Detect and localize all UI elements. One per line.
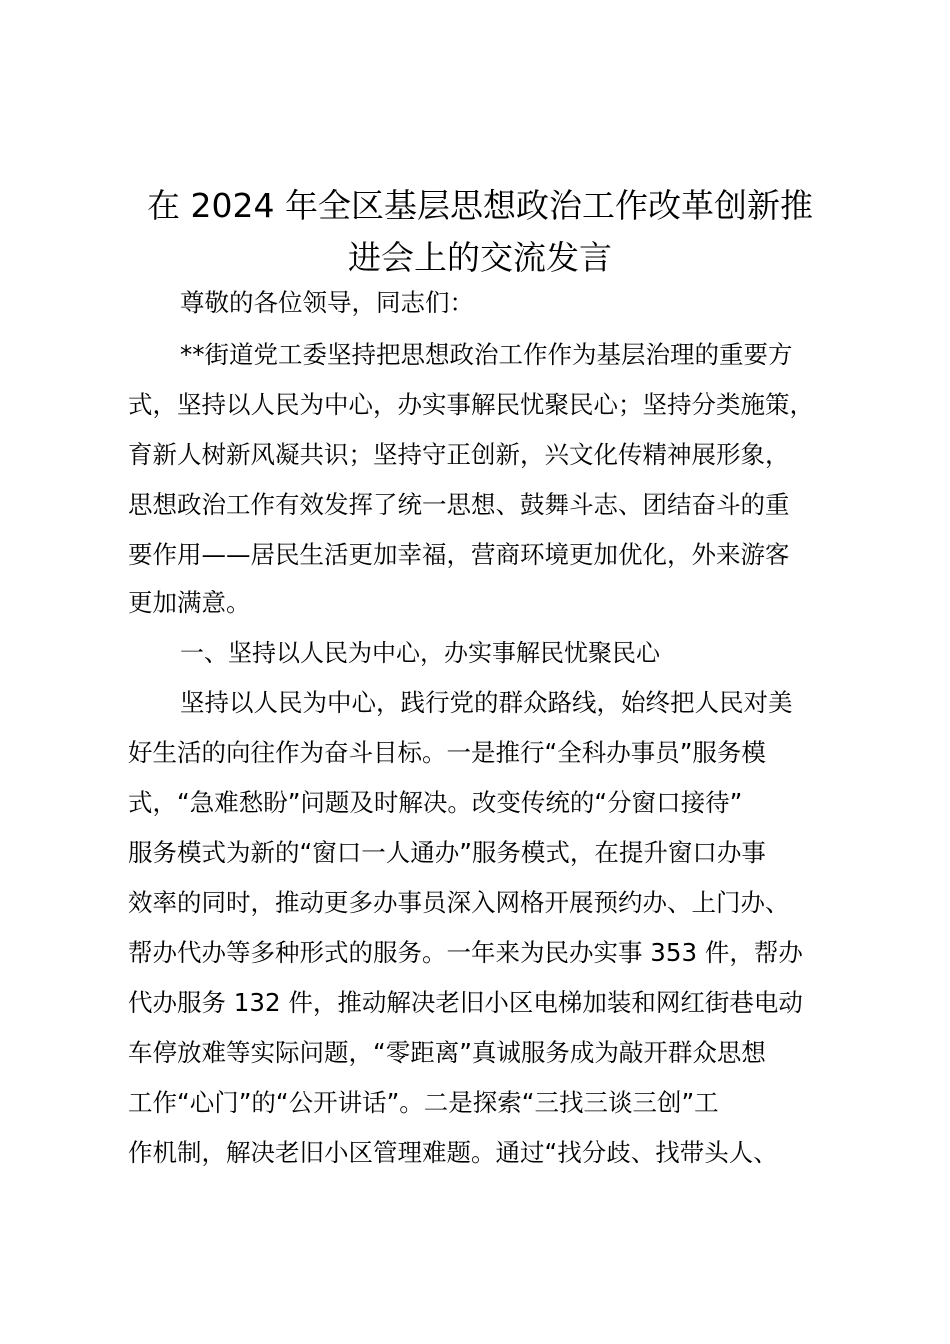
paragraph-line: 式，坚持以人民为中心，办实事解民忧聚民心；坚持分类施策， (128, 390, 814, 419)
salutation: 尊敬的各位领导，同志们： (180, 288, 474, 317)
paragraph-line: 育新人树新风凝共识；坚持守正创新，兴文化传精神展形象， (128, 440, 790, 469)
section-heading: 一、坚持以人民为中心，办实事解民忧聚民心 (180, 639, 660, 667)
paragraph-line: 车停放难等实际问题，“零距离”真诚服务成为敲开群众思想 (128, 1038, 766, 1067)
paragraph-line: 更加满意。 (128, 588, 251, 617)
paragraph-line: **街道党工委坚持把思想政治工作作为基层治理的重要方 (180, 340, 793, 369)
paragraph-line: 服务模式为新的“窗口一人通办”服务模式，在提升窗口办事 (128, 838, 766, 867)
document-title-line-1: 在 2024 年全区基层思想政治工作改革创新推 (147, 186, 813, 225)
paragraph-line: 作机制，解决老旧小区管理难题。通过“找分歧、找带头人、 (128, 1138, 778, 1167)
paragraph-line: 式，“急难愁盼”问题及时解决。改变传统的“分窗口接待” (128, 788, 743, 817)
paragraph-line: 要作用——居民生活更加幸福，营商环境更加优化，外来游客 (128, 540, 790, 569)
paragraph-line: 思想政治工作有效发挥了统一思想、鼓舞斗志、团结奋斗的重 (128, 490, 790, 519)
paragraph-line: 效率的同时，推动更多办事员深入网格开展预约办、上门办、 (128, 888, 790, 917)
paragraph-line: 帮办代办等多种形式的服务。一年来为民办实事 353 件，帮办 (128, 938, 803, 967)
paragraph-line: 坚持以人民为中心，践行党的群众路线，始终把人民对美 (180, 688, 793, 717)
document-title-line-2: 进会上的交流发言 (348, 238, 612, 277)
paragraph-line: 好生活的向往作为奋斗目标。一是推行“全科办事员”服务模 (128, 738, 766, 767)
paragraph-line: 代办服务 132 件，推动解决老旧小区电梯加装和网红街巷电动 (128, 988, 803, 1017)
paragraph-line: 工作“心门”的“公开讲话”。二是探索“三找三谈三创”工 (128, 1088, 719, 1117)
